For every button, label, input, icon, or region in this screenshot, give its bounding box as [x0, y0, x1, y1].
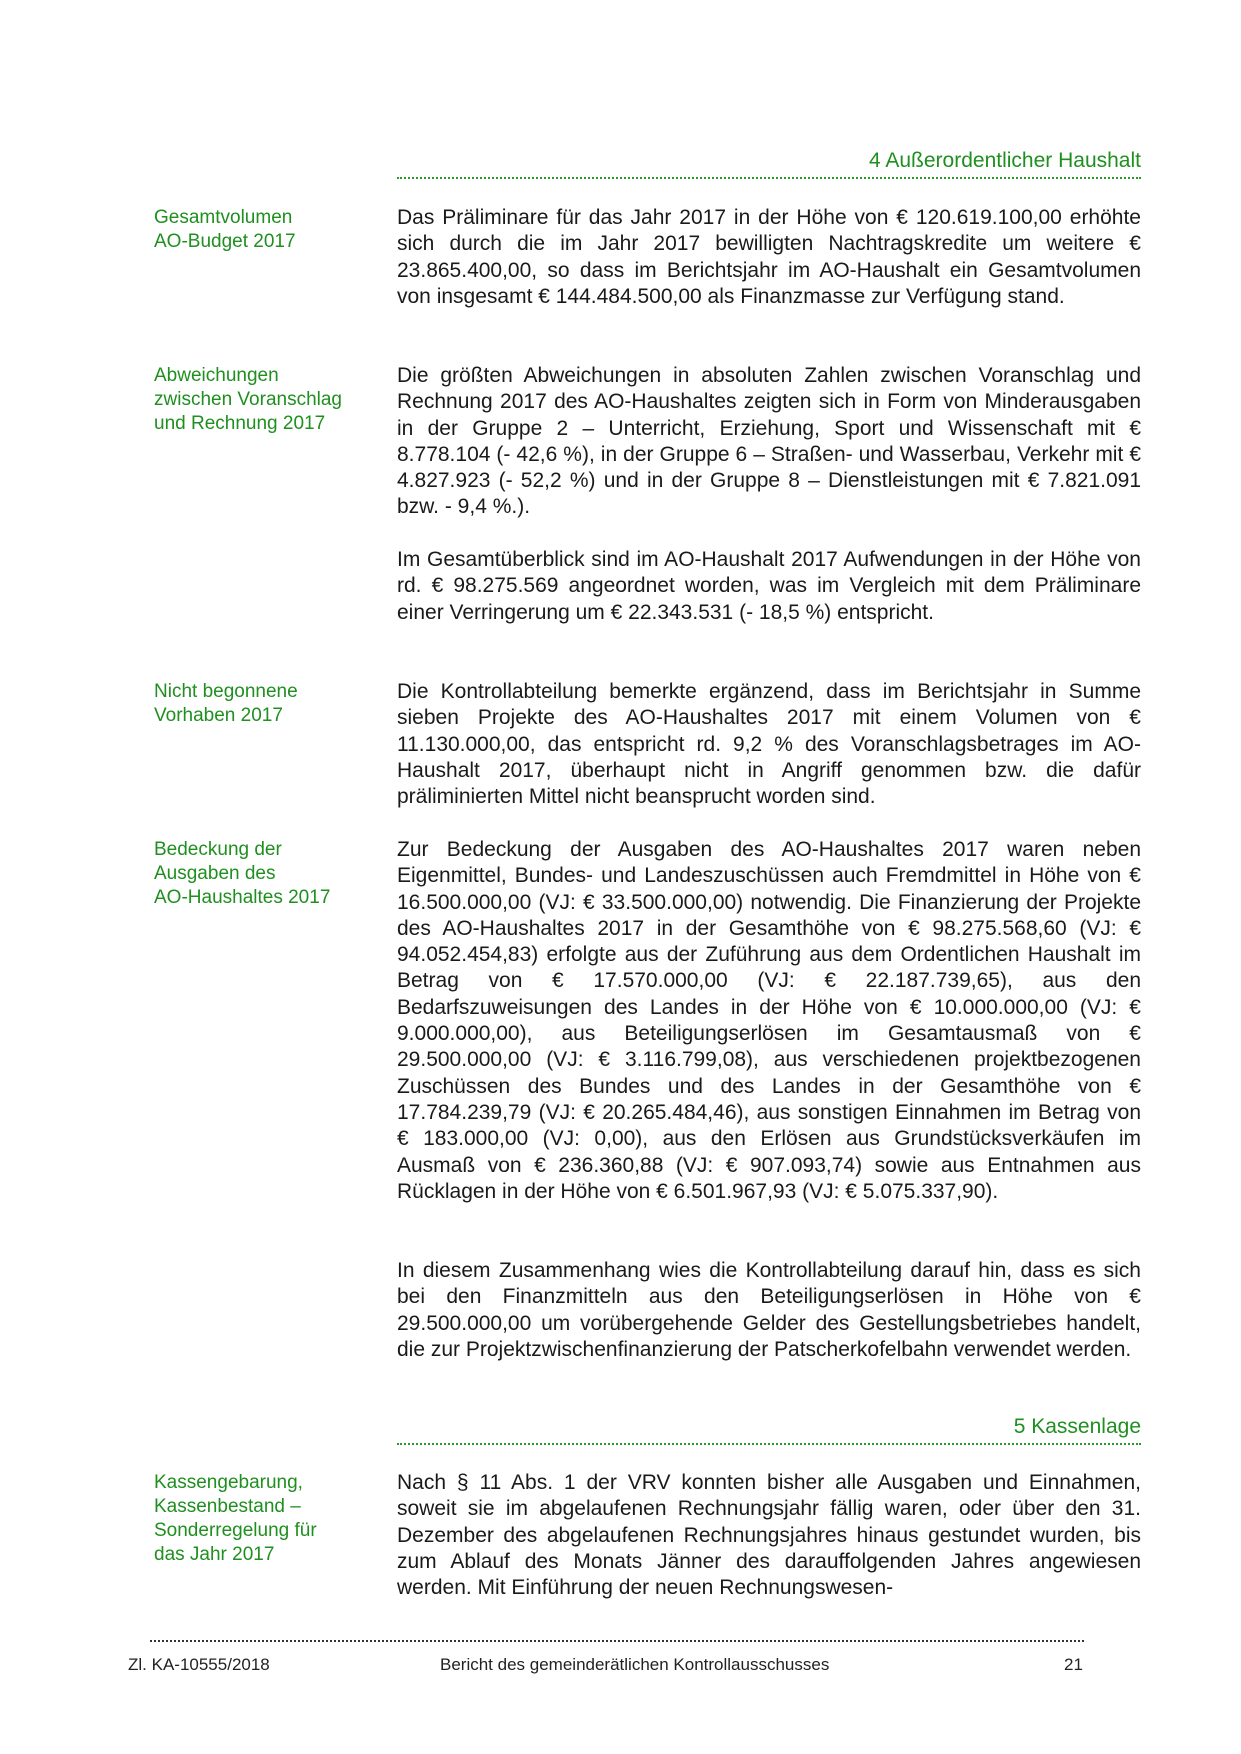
margin-note-kassengebarung: Kassengebarung, Kassenbestand – Sonderregelung für das Jahr 2017 [154, 1472, 317, 1565]
margin-note-nicht-begonnene-vorhaben: Nicht begonnene Vorhaben 2017 [154, 681, 298, 726]
paragraph-gesamtvolumen: Das Präliminare für das Jahr 2017 in der Höhe von € 120.619.100,00 erhöhte sich durch die im Jahr 2017 bewilligten Nachtragskredite um weitere € 23.865.400,00, so dass im Berichtsjahr im AO-Haushalt ein Gesamtvolumen von insgesamt € 144.484.500,00 als Finanzmasse zur Verfügung stand. [397, 206, 1141, 308]
paragraph-abweichungen: Die größten Abweichungen in absoluten Zahlen zwischen Voranschlag und Rechnung 2017 des AO-Haushaltes zeigten sich in Form von Minderausgaben in der Gruppe 2 – Unterricht, Erziehung, Sport und Wissenschaft mit € 8.778.104 (- 42,6 %), in der Gruppe 6 – Straßen- und Wasserbau, Verkehr mit € 4.827.923 (- 52,2 %) und in der Gruppe 8 – Dienstleistungen mit € 7.821.091 bzw. - 9,4 %.). [397, 364, 1141, 519]
paragraph-gesamtueberblick: Im Gesamtüberblick sind im AO-Haushalt 2017 Aufwendungen in der Höhe von rd. € 98.275.569 angeordnet worden, was im Vergleich mit dem Präliminare einer Verringerung um € 22.343.531 (- 18,5 %) entspricht. [397, 548, 1141, 624]
paragraph-zusammenhang: In diesem Zusammenhang wies die Kontrollabteilung darauf hin, dass es sich bei den Finanzmitteln aus den Beteiligungserlösen in Höhe von € 29.500.000,00 um vorübergehende Gelder des Gestellungsbetriebes handelt, die zur Projektzwischenfinanzierung der Patscherkofelbahn verwendet werden. [397, 1259, 1141, 1361]
page-number: 21 [1064, 1655, 1083, 1674]
margin-note-abweichungen: Abweichungen zwischen Voranschlag und Rechnung 2017 [154, 365, 342, 434]
paragraph-kassengebarung: Nach § 11 Abs. 1 der VRV konnten bisher alle Ausgaben und Einnahmen, soweit sie im abgelaufenen Rechnungsjahr fällig waren, oder über den 31. Dezember des abgelaufenen Rechnungsjahres hinaus gestundet wurden, bis zum Ablauf des Monats Jänner des darauffolgenden Jahres angewiesen werden. Mit Einführung der neuen Rechnungswesen- [397, 1471, 1141, 1600]
footer-divider [150, 1640, 1084, 1642]
margin-note-gesamtvolumen: Gesamtvolumen AO-Budget 2017 [154, 207, 296, 252]
margin-note-bedeckung: Bedeckung der Ausgaben des AO-Haushaltes 2017 [154, 839, 331, 908]
footer-title: Bericht des gemeinderätlichen Kontrollausschusses [440, 1655, 830, 1674]
section-heading-5: 5 Kassenlage [1013, 1415, 1141, 1438]
paragraph-bedeckung: Zur Bedeckung der Ausgaben des AO-Haushaltes 2017 waren neben Eigenmittel, Bundes- und Landeszuschüssen auch Fremdmittel in Höhe von € 16.500.000,00 (VJ: € 33.500.000,00) notwendig. Die Finanzierung der Projekte des AO-Haushaltes 2017 in der Gesamthöhe von € 98.275.568,60 (VJ: € 94.052.454,83) erfolgte aus der Zuführung aus dem Ordentlichen Haushalt im Betrag von € 17.570.000,00 (VJ: € 22.187.739,65), aus den Bedarfszuweisungen des Landes in der Höhe von € 10.000.000,00 (VJ: € 9.000.000,00), aus Beteiligungserlösen im Gesamtausmaß von € 29.500.000,00 (VJ: € 3.116.799,08), aus verschiedenen projektbezogenen Zuschüssen des Bundes und des Landes in der Gesamthöhe von € 17.784.239,79 (VJ: € 20.265.484,46), aus sonstigen Einnahmen im Betrag von € 183.000,00 (VJ: 0,00), aus den Erlösen aus Grundstücksverkäufen im Ausmaß von € 236.360,88 (VJ: € 907.093,74) sowie aus Entnahmen aus Rücklagen in der Höhe von € 6.501.967,93 (VJ: € 5.075.337,90). [397, 838, 1141, 1203]
footer-reference: Zl. KA-10555/2018 [128, 1655, 270, 1674]
section-divider [397, 1443, 1141, 1445]
section-heading-4: 4 Außerordentlicher Haushalt [869, 149, 1141, 172]
section-divider [397, 177, 1141, 179]
paragraph-nicht-begonnene-vorhaben: Die Kontrollabteilung bemerkte ergänzend, dass im Berichtsjahr in Summe sieben Projekte des AO-Haushaltes 2017 mit einem Volumen von € 11.130.000,00, das entspricht rd. 9,2 % des Voranschlagsbetrages im AO-Haushalt 2017, überhaupt nicht in Angriff genommen bzw. die dafür präliminierten Mittel nicht beansprucht worden sind. [397, 680, 1141, 809]
